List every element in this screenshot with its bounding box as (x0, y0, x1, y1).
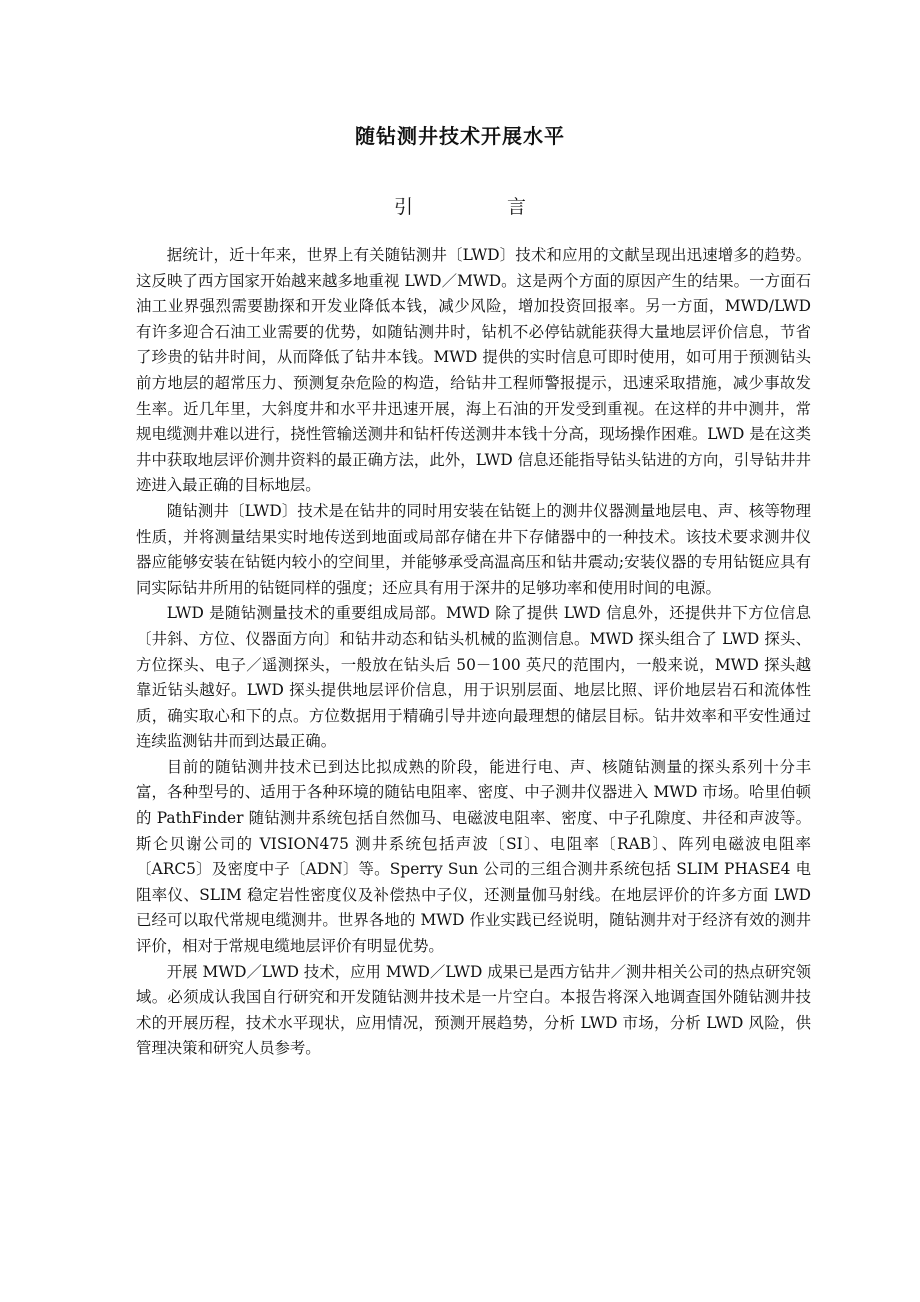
document-title: 随钻测井技术开展水平 (355, 124, 565, 148)
paragraph: 随钻测井〔LWD〕技术是在钻井的同时用安装在钻铤上的测井仪器测量地层电、声、核等物理性质，并将测量结果实时地传送到地面或局部存储在井下存储器中的一种技术。该技术要求测井仪器应能够安装在钻铤内较小的空间里，并能够承受高温高压和钻井震动;安装仪器的专用钻铤应具有同实际钻井所用的钻铤同样的强度；还应具有用于深井的足够功率和使用时间的电源。 (136, 501, 811, 597)
paragraph: 开展 MWD／LWD 技术，应用 MWD／LWD 成果已是西方钻井／测井相关公司的热点研究领域。必须成认我国自行研究和开发随钻测井技术是一片空白。本报告将深入地调查国外随钻测井技术的开展历程，技术水平现状，应用情况，预测开展趋势，分析 LWD 市场，分析 LWD 风险，供管理决策和研究人员参考。 (136, 962, 811, 1058)
section-heading: 引 言 (393, 196, 571, 218)
paragraph: 目前的随钻测井技术已到达比拟成熟的阶段，能进行电、声、核随钻测量的探头系列十分丰富，各种型号的、适用于各种环境的随钻电阻率、密度、中子测井仪器进入 MWD 市场。哈里伯顿的 PathFinder 随钻测井系统包括自然伽马、电磁波电阻率、密度、中子孔隙度、井径和声波等。斯仑贝谢公司的 VISION475 测井系统包括声波〔SI〕、电阻率〔RAB〕、阵列电磁波电阻率〔ARC5〕及密度中子〔ADN〕等。Sperry Sun 公司的三组合测井系统包括 SLIM PHASE4 电阻率仪、SLIM 稳定岩性密度仪及补偿热中子仪，还测量伽马射线。在地层评价的许多方面 LWD 已经可以取代常规电缆测井。世界各地的 MWD 作业实践已经说明，随钻测井对于经济有效的测井评价，相对于常规电缆地层评价有明显优势。 (136, 757, 811, 956)
paragraph: 据统计，近十年来，世界上有关随钻测井〔LWD〕技术和应用的文献呈现出迅速增多的趋势。这反映了西方国家开始越来越多地重视 LWD／MWD。这是两个方面的原因产生的结果。一方面石油工业界强烈需要勘探和开发业降低本钱，减少风险，增加投资回报率。另一方面，MWD/LWD 有许多迎合石油工业需要的优势，如随钻测井时，钻机不必停钻就能获得大量地层评价信息，节省了珍贵的钻井时间，从而降低了钻井本钱。MWD 提供的实时信息可即时使用，如可用于预测钻头前方地层的超常压力、预测复杂危险的构造，给钻井工程师警报提示，迅速采取措施，减少事故发生率。近几年里，大斜度井和水平井迅速开展，海上石油的开发受到重视。在这样的井中测井，常规电缆测井难以进行，挠性管输送测井和钻杆传送测井本钱十分高，现场操作困难。LWD 是在这类井中获取地层评价测井资料的最正确方法，此外，LWD 信息还能指导钻头钻进的方向，引导钻井井迹进入最正确的目标地层。 (136, 246, 811, 495)
document-body (136, 243, 811, 1062)
paragraph: LWD 是随钻测量技术的重要组成局部。MWD 除了提供 LWD 信息外，还提供井下方位信息〔井斜、方位、仪器面方向〕和钻井动态和钻头机械的监测信息。MWD 探头组合了 LWD 探头、方位探头、电子／遥测探头，一般放在钻头后 50－100 英尺的范围内，一般来说，MWD 探头越靠近钻头越好。LWD 探头提供地层评价信息，用于识别层面、地层比照、评价地层岩石和流体性质，确实取心和下的点。方位数据用于精确引导井迹向最理想的储层目标。钻井效率和平安性通过连续监测钻井而到达最正确。 (136, 604, 811, 751)
